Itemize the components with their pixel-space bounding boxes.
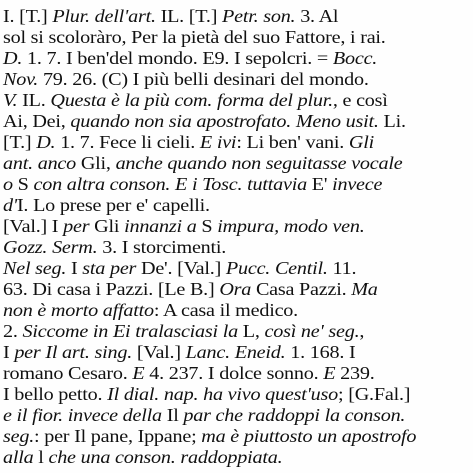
roman-text: Li. [378,111,406,131]
text-line [3,194,210,216]
italic-text: Nel seg. [3,258,67,278]
italic-text: impura, modo ven. [217,216,365,236]
text-line [3,278,378,300]
italic-text: alla [3,447,34,467]
text-line [3,152,402,174]
italic-text: così ne' seg. [264,321,360,341]
roman-text: S [12,174,34,194]
roman-text: sol si scoloràro, Per la pietà del suo Fattore, i rai. [3,27,386,47]
italic-text: E ivi [199,132,237,152]
italic-text: sta per [82,258,137,278]
italic-text: V. [3,90,18,110]
italic-text: Ma [351,279,378,299]
italic-text: anche quando non seguitasse vocale [115,153,403,173]
italic-text: quando non sia apostrofato. Meno usit. [70,111,379,131]
italic-text: Lanc. Eneid. [185,342,286,362]
italic-text: non è morto affatto [3,300,154,320]
text-line [3,425,416,447]
roman-text: I [66,258,83,278]
italic-text: Bocc. [332,48,378,68]
text-line [3,47,377,69]
roman-text: S [196,216,218,236]
roman-text: 3. Al [295,6,339,26]
italic-text: per [63,216,90,236]
text-line [3,404,405,426]
text-line [3,68,369,90]
italic-text: Plur. dell'art. [52,6,156,26]
roman-text: I [3,342,15,362]
roman-text: romano Cesaro. [3,363,133,383]
italic-text: e il fior. invece della [3,405,162,425]
roman-text: , [359,321,365,341]
roman-text: 1. 7. Fece li cieli. [55,132,200,152]
italic-text: innanzi a [124,216,197,236]
italic-text: o [3,174,13,194]
text-line [3,110,406,132]
roman-text: 4. 237. I dolce sonno. [144,363,324,383]
italic-text: seg. [3,426,35,446]
italic-text: ma è piuttosto un apostrofo [201,426,417,446]
roman-text: 239. [335,363,375,383]
roman-text: 1. 168. I [285,342,356,362]
italic-text: Ora [219,279,252,299]
roman-text: [Val.] I [3,216,64,236]
roman-text: : Li ben' vani. [236,132,349,152]
roman-text: De'. [Val.] [136,258,226,278]
text-line [3,383,410,405]
roman-text: 2. [3,321,23,341]
text-line [3,131,374,153]
roman-text: I bello petto. [3,384,108,404]
italic-text: ant. anco [3,153,77,173]
text-line [3,89,388,111]
roman-text: Gli [89,216,125,236]
text-line [3,446,282,468]
roman-text: l [33,447,49,467]
text-line [3,320,364,342]
roman-text: L, [237,321,265,341]
italic-text: invece [332,174,383,194]
text-line [3,362,375,384]
italic-text: E [132,363,145,383]
roman-text: 11. [327,258,357,278]
text-line [3,236,226,258]
text-line [3,26,386,48]
roman-text: 63. Di casa i Pazzi. [Le B.] [3,279,220,299]
roman-text: , e così [332,90,388,110]
roman-text: Gli, [76,153,116,173]
roman-text: Casa Pazzi. [251,279,352,299]
italic-text: per Il art. sing. [14,342,133,362]
roman-text: I. Lo prese per e' capelli. [16,195,210,215]
roman-text: E' [306,174,333,194]
roman-text: [Val.] [132,342,186,362]
italic-text: D. [36,132,56,152]
roman-text: Ai, Dei, [3,111,71,131]
roman-text: 1. 7. I ben'del mondo. E9. I sepolcri. = [22,48,333,68]
roman-text: IL. [17,90,51,110]
roman-text: [T.] [3,132,37,152]
italic-text: Petr. son. [222,6,296,26]
italic-text: Pucc. Centil. [225,258,328,278]
roman-text: ; [G.Fal.] [338,384,411,404]
italic-text: Gli [348,132,375,152]
roman-text: 79. 26. (C) I più belli desinari del mondo. [38,69,369,89]
italic-text: Questa è la più com. forma del plur. [50,90,333,110]
italic-text: D. [3,48,23,68]
roman-text: Il [161,405,184,425]
text-line [3,299,298,321]
italic-text: par che raddoppi la conson. [183,405,406,425]
roman-text: IL. [T.] [155,6,223,26]
italic-text: d' [3,195,17,215]
italic-text: che una conson. raddoppiata. [48,447,283,467]
italic-text: Nov. [3,69,39,89]
text-line [3,5,338,27]
italic-text: E [323,363,336,383]
text-line [3,257,356,279]
italic-text: Gozz. Serm. [3,237,98,257]
text-line [3,341,355,363]
italic-text: con altra conson. E i Tosc. tuttavia [33,174,307,194]
roman-text: : per Il pane, Ippane; [34,426,202,446]
roman-text: : A casa il medico. [153,300,298,320]
italic-text: Siccome in Ei tralasciasi la [22,321,238,341]
text-line [3,173,382,195]
roman-text: I. [T.] [3,6,53,26]
roman-text: 3. I storcimenti. [97,237,227,257]
text-line [3,215,365,237]
italic-text: Il dial. nap. ha vivo quest'uso [107,384,339,404]
